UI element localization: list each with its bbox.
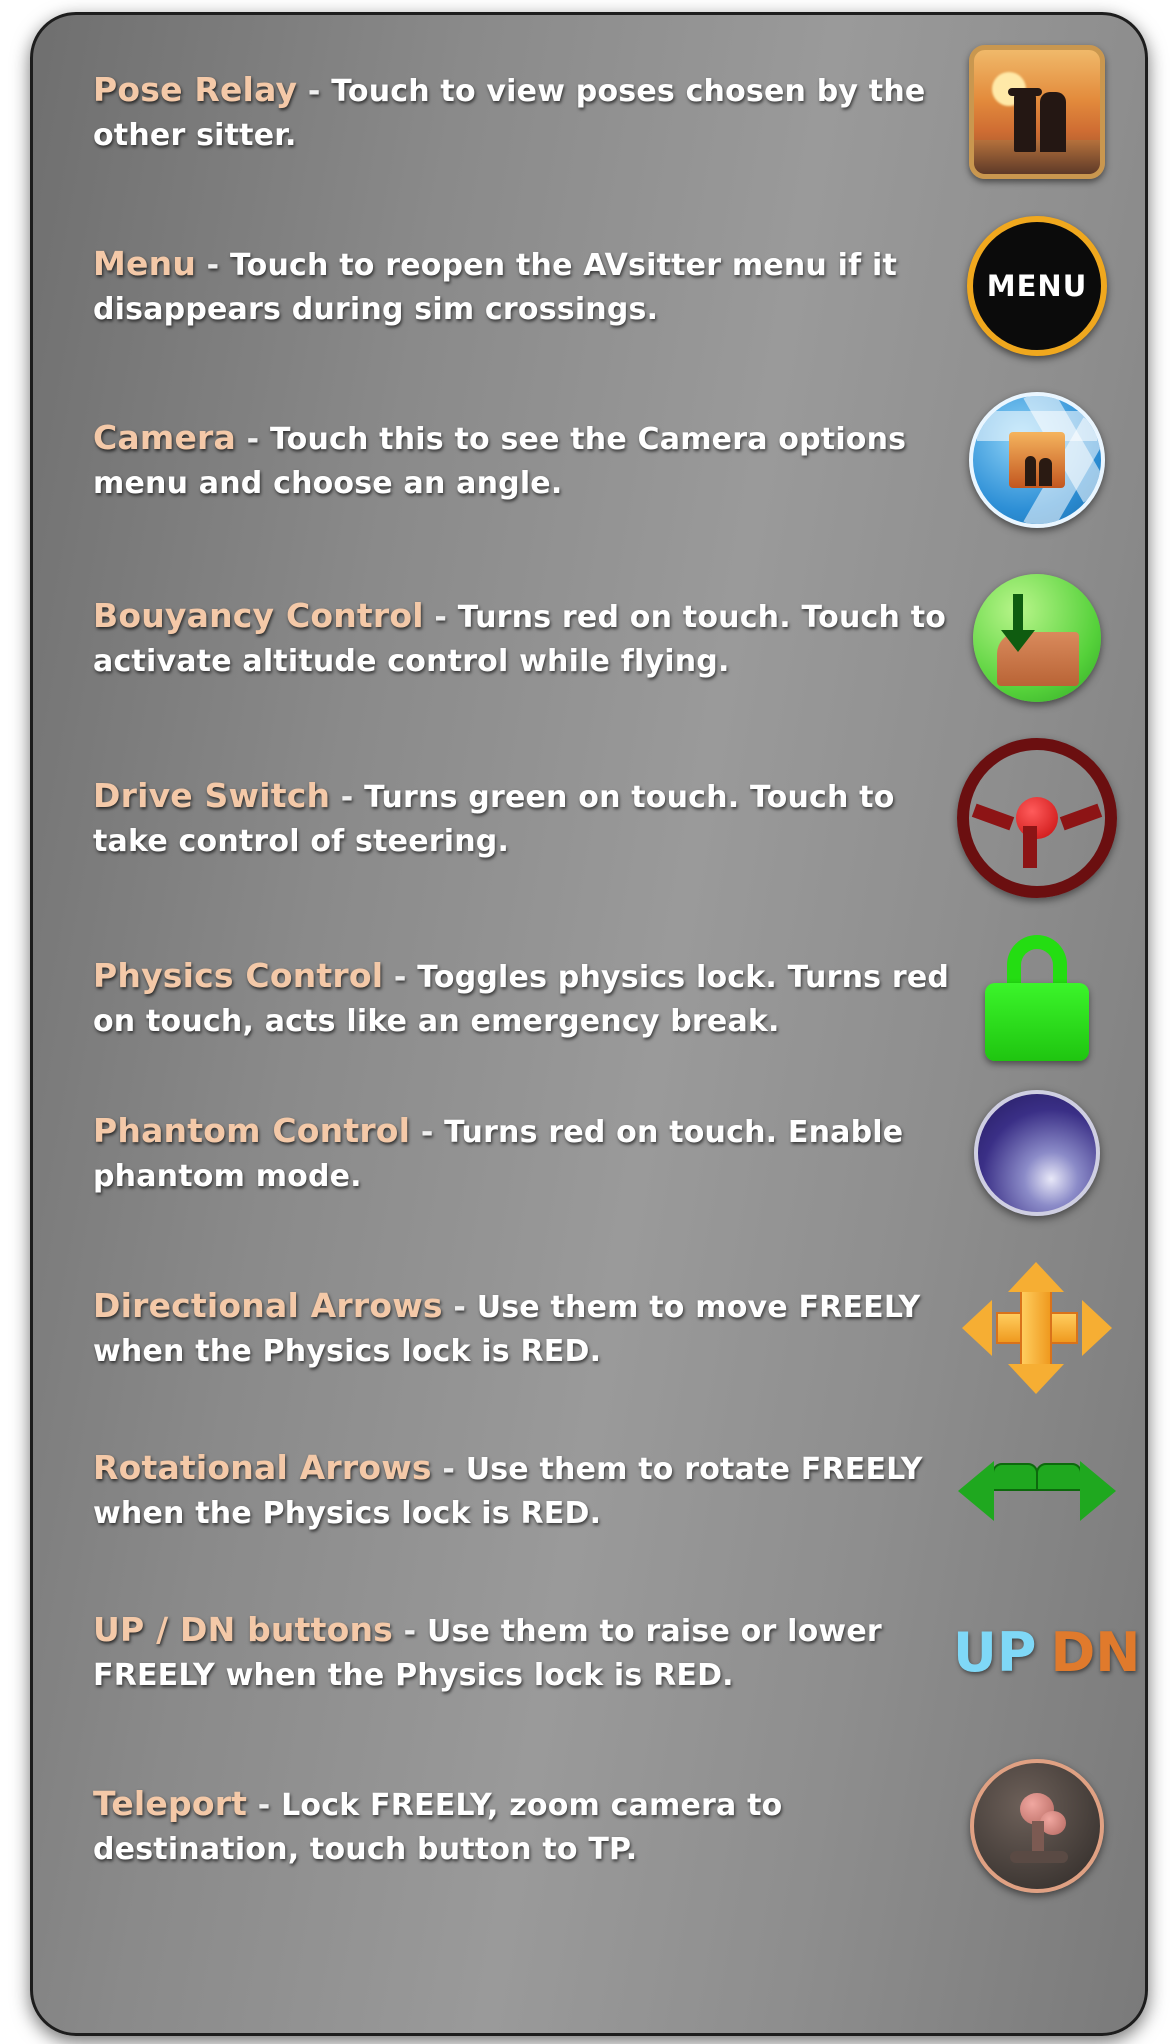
row-term: Teleport [93, 1784, 248, 1824]
sea-shape [974, 140, 1100, 174]
hat-shape [1008, 88, 1042, 96]
menu-coin [967, 216, 1107, 356]
aperture-center [1009, 432, 1065, 488]
dn-button-label[interactable]: DN [1050, 1620, 1141, 1684]
row-term: UP / DN buttons [93, 1610, 393, 1650]
row-dash: - [196, 248, 230, 284]
phantom-sphere-icon[interactable] [953, 1078, 1121, 1228]
row-description: Lock FREELY, zoom camera to destination, touch button to TP. [93, 1788, 783, 1868]
row-description: Toggles physics lock. Turns red on touch, acts like an emergency break. [93, 960, 950, 1040]
list-item [61, 1577, 1141, 1727]
arrow-left-icon [962, 1300, 992, 1356]
row-description: Touch to view poses chosen by the other sitter. [93, 74, 926, 154]
couple-photo-frame-icon[interactable] [953, 37, 1121, 187]
row-text [61, 414, 953, 505]
row-dash: - [392, 1614, 427, 1650]
row-term: Menu [93, 244, 197, 284]
row-description: Use them to move FREELY when the Physics lock is RED. [93, 1290, 921, 1370]
padlock-icon[interactable] [953, 923, 1121, 1073]
list-item [61, 211, 1117, 361]
list-item [61, 563, 1117, 713]
row-description: Turns red on touch. Touch to activate altitude control while flying. [93, 600, 947, 680]
row-term: Rotational Arrows [93, 1448, 432, 1488]
rotation-arrows-shape [958, 1453, 1116, 1527]
teleport-shape [970, 1759, 1104, 1893]
row-dash: - [410, 1115, 445, 1151]
row-description: Turns red on touch. Enable phantom mode. [93, 1115, 904, 1195]
row-text [61, 240, 953, 331]
teleport-pin-icon[interactable] [953, 1751, 1121, 1901]
figure-left [1025, 456, 1036, 486]
menu-coin-icon[interactable] [953, 211, 1121, 361]
padlock-shape [985, 935, 1089, 1061]
row-text [61, 1606, 953, 1697]
padlock-body [985, 983, 1089, 1061]
buoyancy-shape [973, 574, 1101, 702]
guide-rows [33, 15, 1145, 2033]
list-item [61, 1415, 1117, 1565]
list-item [61, 385, 1117, 535]
row-text [61, 1444, 953, 1535]
pin-post [1032, 1821, 1044, 1855]
photo-frame [969, 45, 1105, 179]
row-dash: - [247, 1788, 282, 1824]
guide-card [30, 12, 1148, 2036]
row-text [61, 592, 953, 683]
four-way-arrows-shape [962, 1262, 1112, 1394]
phantom-sphere-shape [974, 1090, 1100, 1216]
rotate-left-arrow-icon [958, 1461, 994, 1521]
row-dash: - [330, 780, 365, 816]
list-item [61, 1253, 1117, 1403]
row-text [61, 1282, 953, 1373]
row-dash: - [442, 1290, 477, 1326]
row-term: Bouyancy Control [93, 596, 424, 636]
rotation-arrows-icon[interactable] [953, 1415, 1121, 1565]
list-item [61, 1083, 1117, 1223]
list-item [61, 923, 1117, 1073]
menu-coin-label: MENU [986, 269, 1088, 303]
up-dn-text-icon[interactable] [953, 1577, 1140, 1727]
row-text [61, 952, 953, 1043]
row-term: Physics Control [93, 956, 384, 996]
pin-base [1010, 1851, 1068, 1863]
list-item [61, 1751, 1117, 1901]
row-text [61, 1780, 953, 1871]
row-term: Pose Relay [93, 70, 298, 110]
list-item [61, 37, 1117, 187]
list-item [61, 743, 1117, 893]
steering-wheel-icon[interactable] [953, 743, 1121, 893]
down-arrow-icon [1013, 594, 1023, 632]
row-term: Drive Switch [93, 776, 331, 816]
row-text [61, 772, 953, 863]
up-button-label[interactable]: UP [953, 1620, 1037, 1684]
rotate-left-bar [992, 1463, 1038, 1491]
rotate-right-bar [1036, 1463, 1082, 1491]
camera-aperture-icon[interactable] [953, 385, 1121, 535]
figure-right [1039, 458, 1052, 486]
figure-right [1040, 92, 1066, 152]
arrow-stem-vertical [1020, 1288, 1052, 1368]
row-dash: - [431, 1452, 466, 1488]
row-term: Directional Arrows [93, 1286, 443, 1326]
row-text [61, 1107, 953, 1198]
rotate-right-arrow-icon [1080, 1461, 1116, 1521]
row-description: Touch this to see the Camera options menu and choose an angle. [93, 422, 907, 502]
row-text [61, 66, 953, 157]
figure-left [1014, 90, 1036, 152]
four-way-arrows-icon[interactable] [953, 1253, 1121, 1403]
row-description: Use them to rotate FREELY when the Physics lock is RED. [93, 1452, 923, 1532]
row-dash: - [423, 600, 458, 636]
arrow-down-icon [1008, 1364, 1064, 1394]
row-description: Turns green on touch. Touch to take control of steering. [93, 780, 895, 860]
wheel-spoke [972, 804, 1014, 831]
steering-wheel-shape [957, 738, 1117, 898]
wheel-spoke [1060, 804, 1102, 831]
wheel-spoke [1023, 826, 1037, 868]
row-term: Phantom Control [93, 1111, 411, 1151]
aperture-shape [969, 392, 1105, 528]
row-dash: - [383, 960, 418, 996]
up-dn-shape [953, 1621, 1140, 1684]
row-term: Camera [93, 418, 236, 458]
row-description: Use them to raise or lower FREELY when the Physics lock is RED. [93, 1614, 882, 1694]
arrow-right-icon [1082, 1300, 1112, 1356]
row-dash: - [297, 74, 332, 110]
arrow-up-icon [1008, 1262, 1064, 1292]
row-description: Touch to reopen the AVsitter menu if it disappears during sim crossings. [93, 248, 898, 328]
buoyancy-altitude-icon[interactable] [953, 563, 1121, 713]
row-dash: - [236, 422, 270, 458]
